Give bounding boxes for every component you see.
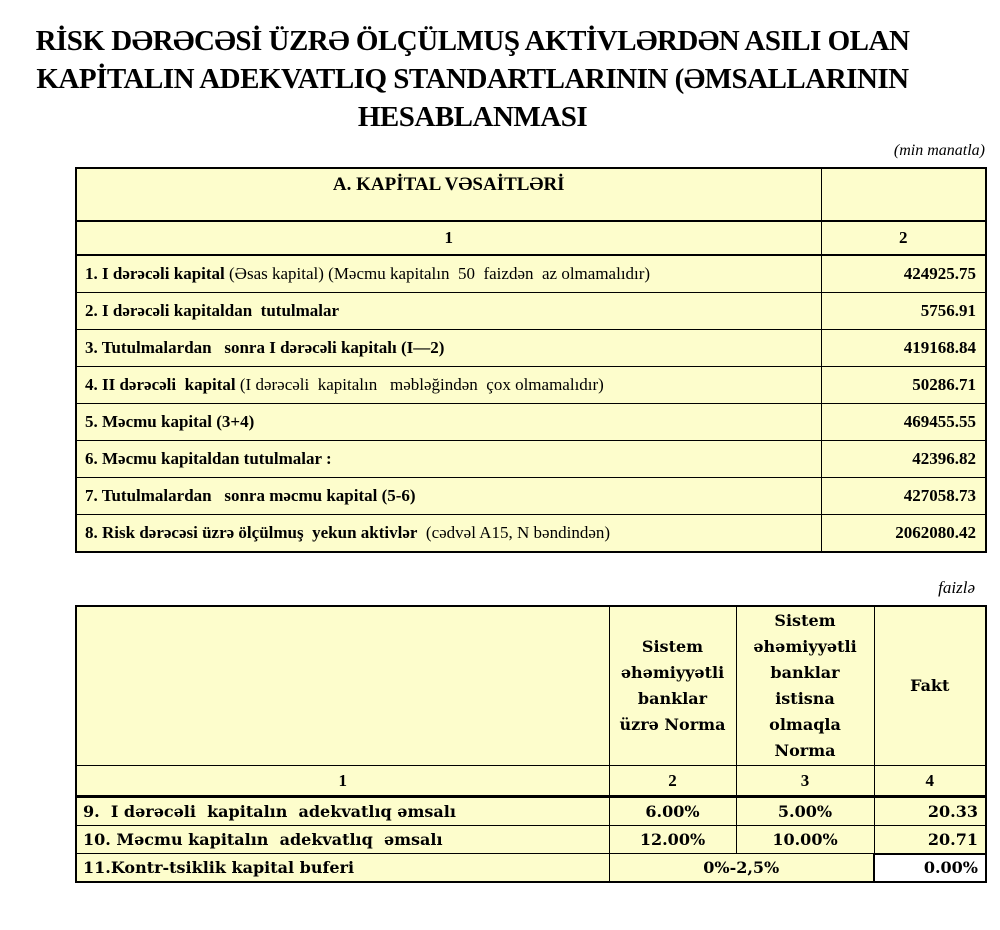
section-header-row (76, 168, 986, 221)
norma-systemic-value: 12.00% (609, 826, 736, 854)
buffer-fact-value: 0.00% (874, 854, 986, 883)
capital-funds-table (75, 167, 987, 553)
column-number-3: 3 (736, 766, 874, 797)
table-row (76, 367, 986, 404)
column-number-2: 2 (609, 766, 736, 797)
row-label-main: 6. Məcmu kapitaldan tutulmalar : (85, 449, 332, 468)
section-header-empty-cell (821, 168, 986, 221)
row-label-main: 5. Məcmu kapital (3+4) (85, 412, 255, 431)
header-empty-cell (76, 606, 609, 766)
row-label: 10. Məcmu kapitalın adekvatlıq əmsalı (76, 826, 609, 854)
header-row (76, 606, 986, 766)
column-number-1: 1 (76, 766, 609, 797)
column-number-1: 1 (76, 221, 821, 255)
table-row (76, 826, 986, 854)
table-row (76, 797, 986, 826)
header-norma-systemic-label: Sistem əhəmiyyətli banklar üzrə Norma (619, 637, 726, 734)
row-label-main: 3. Tutulmalardan sonra I dərəcəli kapitalı (I—2) (85, 338, 445, 357)
page-title-line-1: RİSK DƏRƏCƏSİ ÜZRƏ ÖLÇÜLMUŞ AKTİVLƏRDƏN ASILI OLAN (35, 25, 910, 57)
page-title (0, 22, 945, 136)
row-label (76, 293, 821, 330)
row-label: 9. I dərəcəli kapitalın adekvatlıq əmsalı (76, 797, 609, 826)
norma-excluding-value: 10.00% (736, 826, 874, 854)
row-label-note: (I dərəcəli kapitalın məbləğindən çox olmamalıdır) (235, 375, 604, 394)
row-label (76, 441, 821, 478)
row-value: 2062080.42 (821, 515, 986, 553)
row-label (76, 478, 821, 515)
table-row (76, 404, 986, 441)
row-label (76, 515, 821, 553)
table-row (76, 441, 986, 478)
row-label: 11.Kontr-tsiklik kapital buferi (76, 854, 609, 883)
page-title-line-2: KAPİTALIN ADEKVATLIQ STANDARTLARININ (ƏMSALLARININ (36, 63, 909, 95)
fact-value: 20.71 (874, 826, 986, 854)
section-header: A. KAPİTAL VƏSAİTLƏRİ (76, 168, 821, 221)
row-label-main: 1. I dərəcəli kapital (85, 264, 225, 283)
header-fact: Fakt (874, 606, 986, 766)
column-number-4: 4 (874, 766, 986, 797)
row-label (76, 330, 821, 367)
row-label-main: 4. II dərəcəli kapital (85, 375, 236, 394)
row-value: 424925.75 (821, 255, 986, 293)
table-row (76, 330, 986, 367)
row-label-note: (Əsas kapital) (Məcmu kapitalın 50 faizdən az olmamalıdır) (224, 264, 651, 283)
buffer-range-value: 0%-2,5% (609, 854, 874, 883)
row-value: 419168.84 (821, 330, 986, 367)
norma-excluding-value: 5.00% (736, 797, 874, 826)
row-label (76, 404, 821, 441)
unit-note-thousand-manat: (min manatla) (893, 142, 985, 159)
row-label (76, 255, 821, 293)
table-row (76, 515, 986, 553)
buffer-row (76, 854, 986, 883)
row-label-main: 7. Tutulmalardan sonra məcmu kapital (5-6) (85, 486, 416, 505)
adequacy-ratios-table (75, 605, 987, 883)
row-value: 427058.73 (821, 478, 986, 515)
column-number-2: 2 (821, 221, 986, 255)
row-value: 42396.82 (821, 441, 986, 478)
unit-note-percent: faizlə (938, 578, 975, 597)
table-row (76, 293, 986, 330)
page-title-line-3: HESABLANMASI (357, 101, 588, 133)
row-label-main: 8. Risk dərəcəsi üzrə ölçülmuş yekun aktivlər (85, 523, 418, 542)
table-row (76, 255, 986, 293)
norma-systemic-value: 6.00% (609, 797, 736, 826)
header-norma-excluding-label: Sistem əhəmiyyətli banklar istisna olmaqla Norma (753, 611, 857, 760)
header-norma-systemic (609, 606, 736, 766)
row-value: 50286.71 (821, 367, 986, 404)
row-label-note: (cədvəl A15, N bəndindən) (417, 523, 611, 542)
table-row (76, 478, 986, 515)
fact-value: 20.33 (874, 797, 986, 826)
row-label (76, 367, 821, 404)
row-value: 469455.55 (821, 404, 986, 441)
header-norma-excluding (736, 606, 874, 766)
row-label-main: 2. I dərəcəli kapitaldan tutulmalar (85, 301, 340, 320)
row-value: 5756.91 (821, 293, 986, 330)
column-number-row (76, 766, 986, 797)
column-number-row (76, 221, 986, 255)
